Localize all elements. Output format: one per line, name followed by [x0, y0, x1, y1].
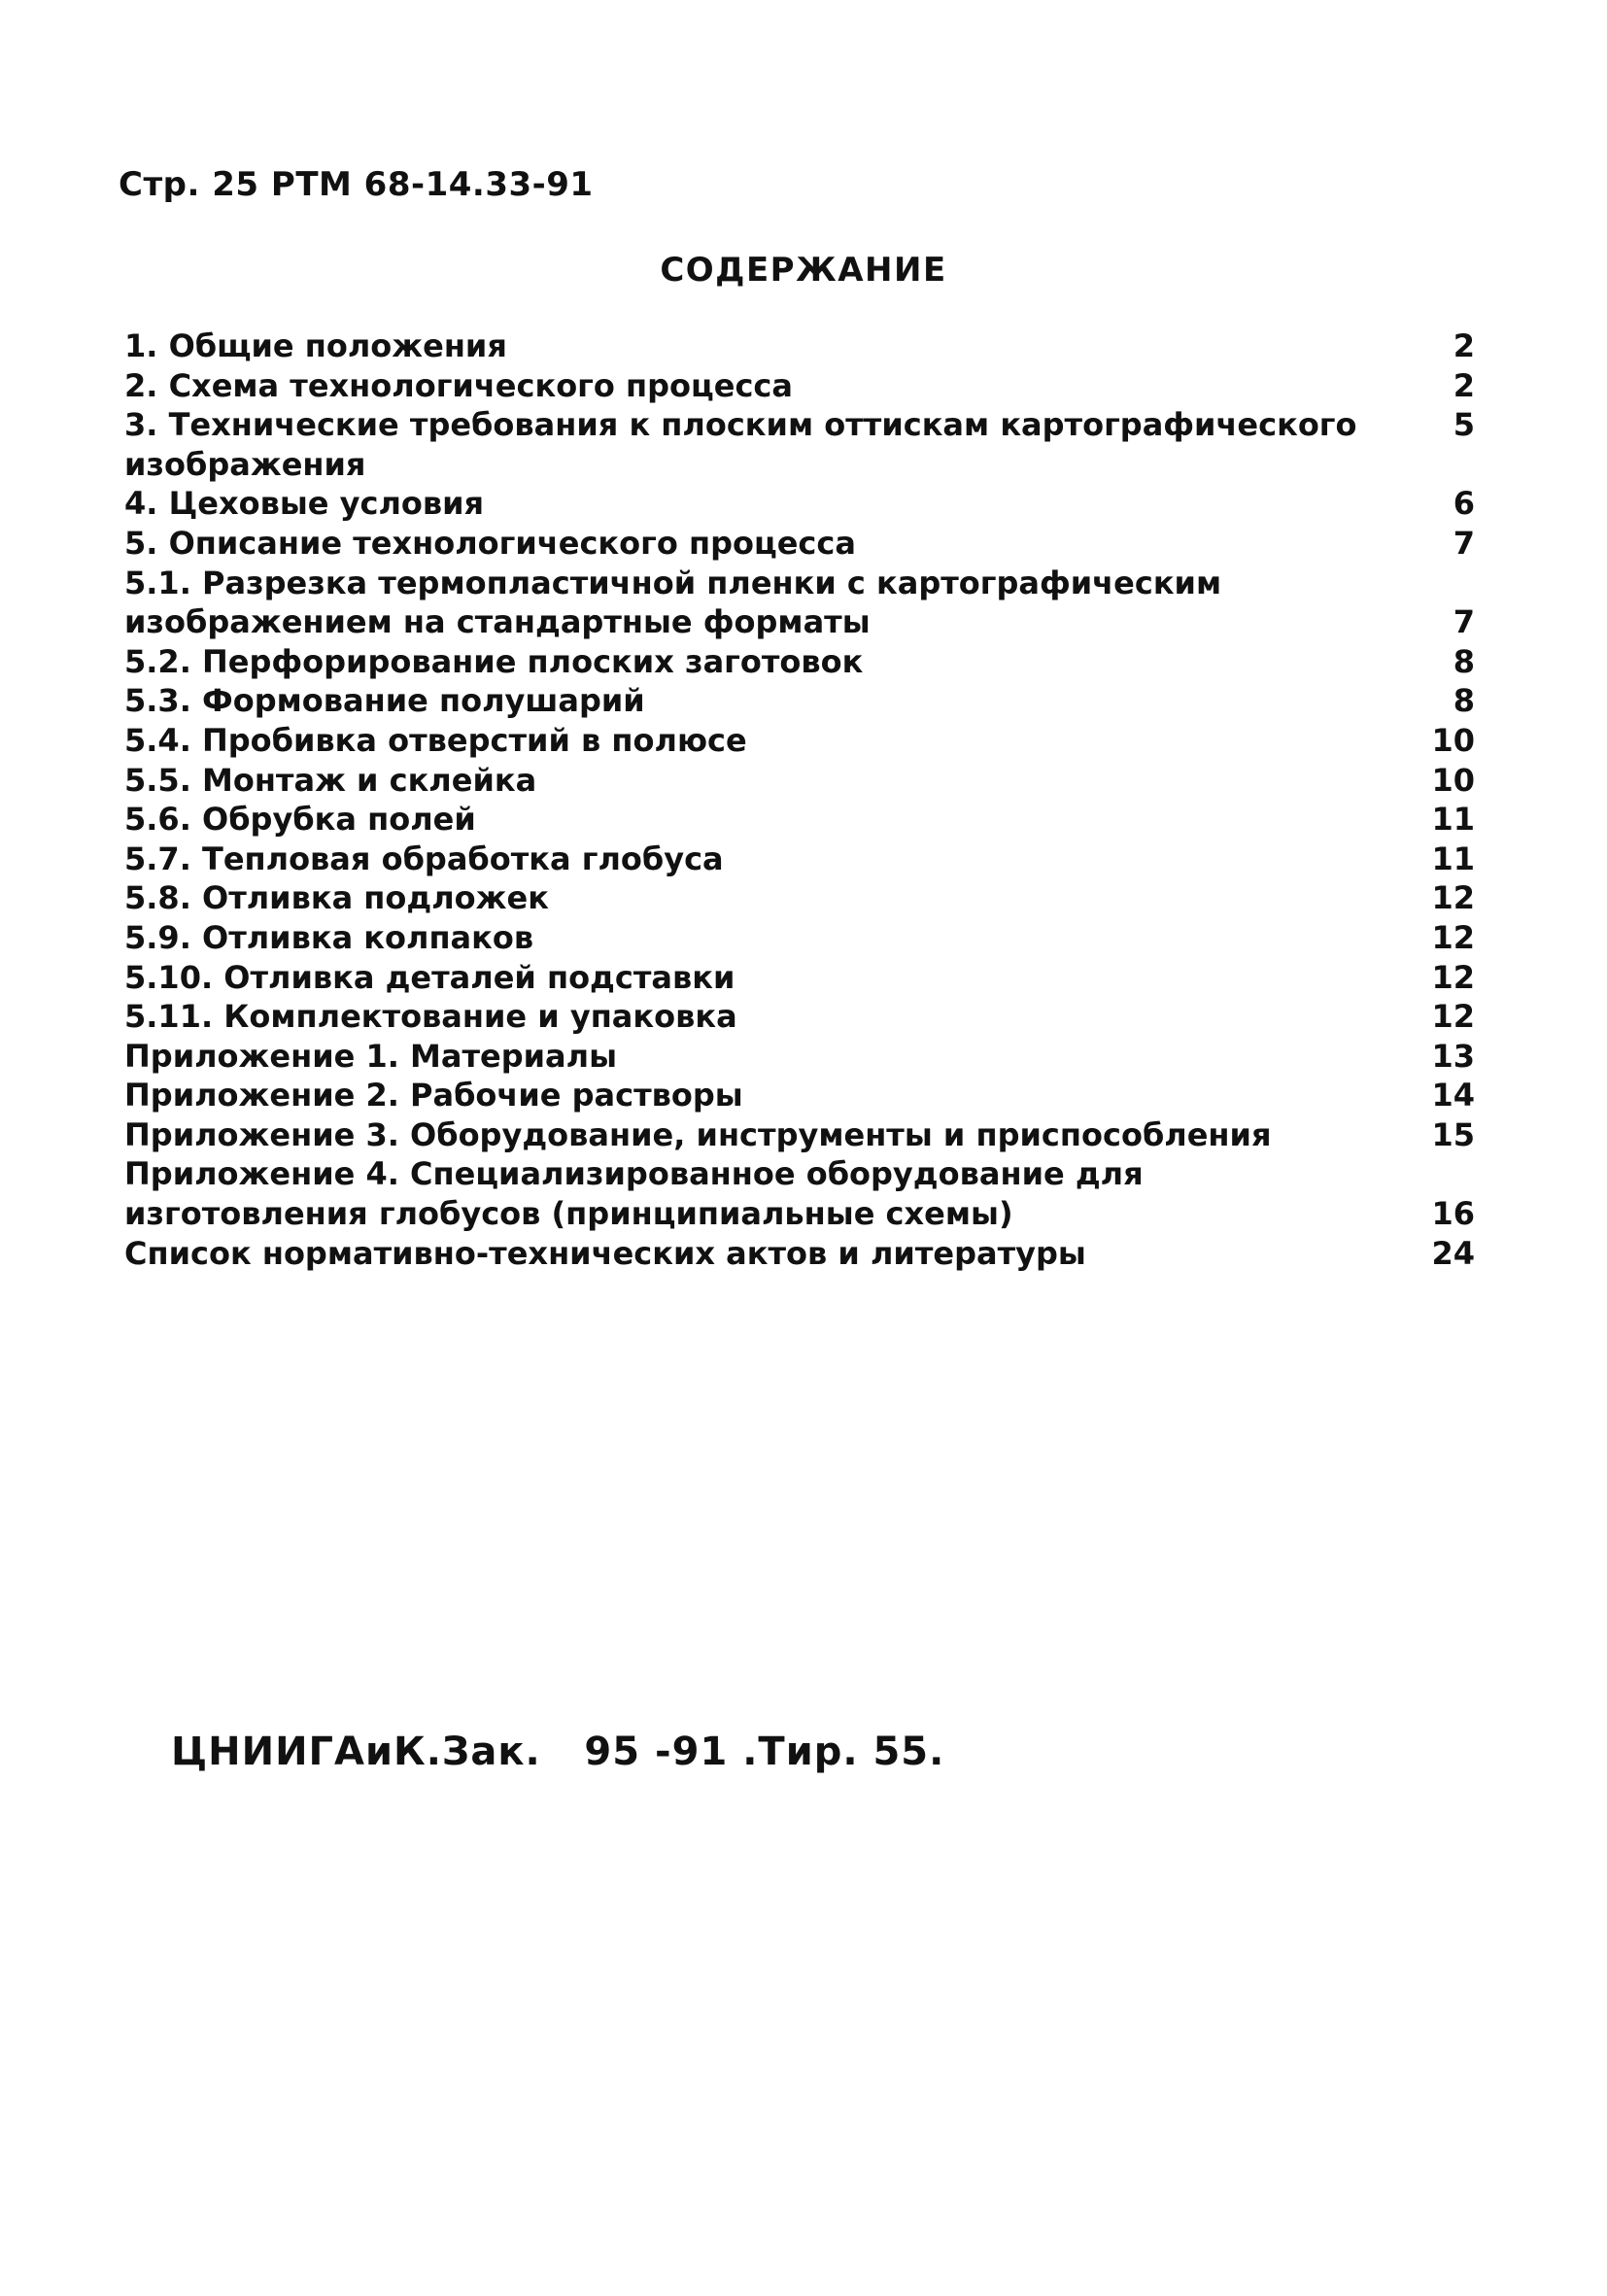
toc-entry-label: 5.3. Формование полушарий	[124, 682, 645, 720]
toc-entry	[124, 366, 1475, 406]
toc-entry-label: Список нормативно-технических актов и литературы	[124, 1234, 1086, 1272]
toc-entry-page: 12	[1431, 879, 1475, 917]
toc-entry-page: 24	[1431, 1234, 1475, 1272]
toc-entry	[124, 958, 1475, 998]
toc-entry	[124, 1154, 1475, 1233]
toc-entry	[124, 800, 1475, 840]
toc-entry	[124, 1115, 1475, 1155]
toc-entry-page: 12	[1431, 998, 1475, 1036]
toc-entry-page: 11	[1431, 801, 1475, 839]
toc-entry	[124, 405, 1475, 484]
toc-entry	[124, 524, 1475, 564]
toc-entry-label: 1. Общие положения	[124, 327, 507, 364]
print-imprint: ЦНИИГАиК.Зак. 95 -91 .Тир. 55.	[171, 1730, 945, 1774]
toc-entry-page: 2	[1453, 327, 1475, 364]
toc-entry-label: 5.8. Отливка подложек	[124, 879, 549, 917]
toc-entry-label: 5.5. Монтаж и склейка	[124, 761, 537, 799]
toc-entry	[124, 918, 1475, 958]
toc-entry-page: 8	[1453, 642, 1475, 680]
toc-entry-page: 12	[1431, 918, 1475, 956]
toc-title: СОДЕРЖАНИЕ	[660, 251, 947, 290]
toc-entry-page: 2	[1453, 366, 1475, 404]
toc-entry-label: 5.1. Разрезка термопластичной пленки с картографическим изображением на стандартные форматы	[124, 564, 1222, 641]
toc-entry-page: 12	[1431, 958, 1475, 996]
toc-entry-page: 5	[1453, 406, 1475, 444]
toc-entry	[124, 1234, 1475, 1274]
toc-entry-label: 5.7. Тепловая обработка глобуса	[124, 840, 724, 877]
toc-entry	[124, 997, 1475, 1037]
toc-entry-label: Приложение 1. Материалы	[124, 1037, 617, 1075]
toc-entry-label: 5.10. Отливка деталей подставки	[124, 958, 735, 996]
toc-entry	[124, 484, 1475, 524]
toc-entry	[124, 840, 1475, 879]
toc-entry-label: 5.11. Комплектование и упаковка	[124, 998, 737, 1036]
toc-entry-page: 8	[1453, 682, 1475, 720]
toc-entry-page: 16	[1431, 1195, 1475, 1233]
toc-entry-page: 10	[1431, 761, 1475, 799]
toc-entry-label: 5. Описание технологического процесса	[124, 524, 856, 562]
toc-entry	[124, 681, 1475, 721]
toc-entry-label: 3. Технические требования к плоским оттискам картографического изображения	[124, 406, 1357, 483]
toc-entry-label: Приложение 3. Оборудование, инструменты и приспособления	[124, 1115, 1272, 1153]
running-head: Стр. 25 РТМ 68-14.33-91	[119, 165, 594, 204]
toc-entry-label: Приложение 2. Рабочие растворы	[124, 1077, 743, 1114]
toc-entry-label: 5.9. Отливка колпаков	[124, 918, 534, 956]
toc-entry	[124, 1076, 1475, 1115]
toc-entry-label: 4. Цеховые условия	[124, 485, 485, 523]
toc-entry	[124, 1037, 1475, 1077]
toc-entry-page: 15	[1431, 1115, 1475, 1153]
toc-entry-page: 7	[1453, 603, 1475, 641]
toc-entry-page: 14	[1431, 1077, 1475, 1114]
toc-entry-page: 13	[1431, 1037, 1475, 1075]
toc-entry-page: 6	[1453, 485, 1475, 523]
toc-entry-label: 5.2. Перфорирование плоских заготовок	[124, 642, 864, 680]
toc-entry	[124, 642, 1475, 682]
toc-entry	[124, 721, 1475, 761]
toc-entry-label: 5.4. Пробивка отверстий в полюсе	[124, 721, 747, 759]
toc-entry-page: 7	[1453, 524, 1475, 562]
toc-entry-page: 11	[1431, 840, 1475, 877]
toc-entry	[124, 564, 1475, 642]
toc-entry	[124, 326, 1475, 366]
toc-entry	[124, 761, 1475, 801]
toc-entry	[124, 878, 1475, 918]
toc-entry-label: 5.6. Обрубка полей	[124, 801, 476, 839]
toc-entry-page: 10	[1431, 721, 1475, 759]
table-of-contents	[124, 326, 1475, 1273]
toc-entry-label: Приложение 4. Специализированное оборудование для изготовления глобусов (принципиальные схемы)	[124, 1155, 1144, 1233]
toc-entry-label: 2. Схема технологического процесса	[124, 366, 793, 404]
